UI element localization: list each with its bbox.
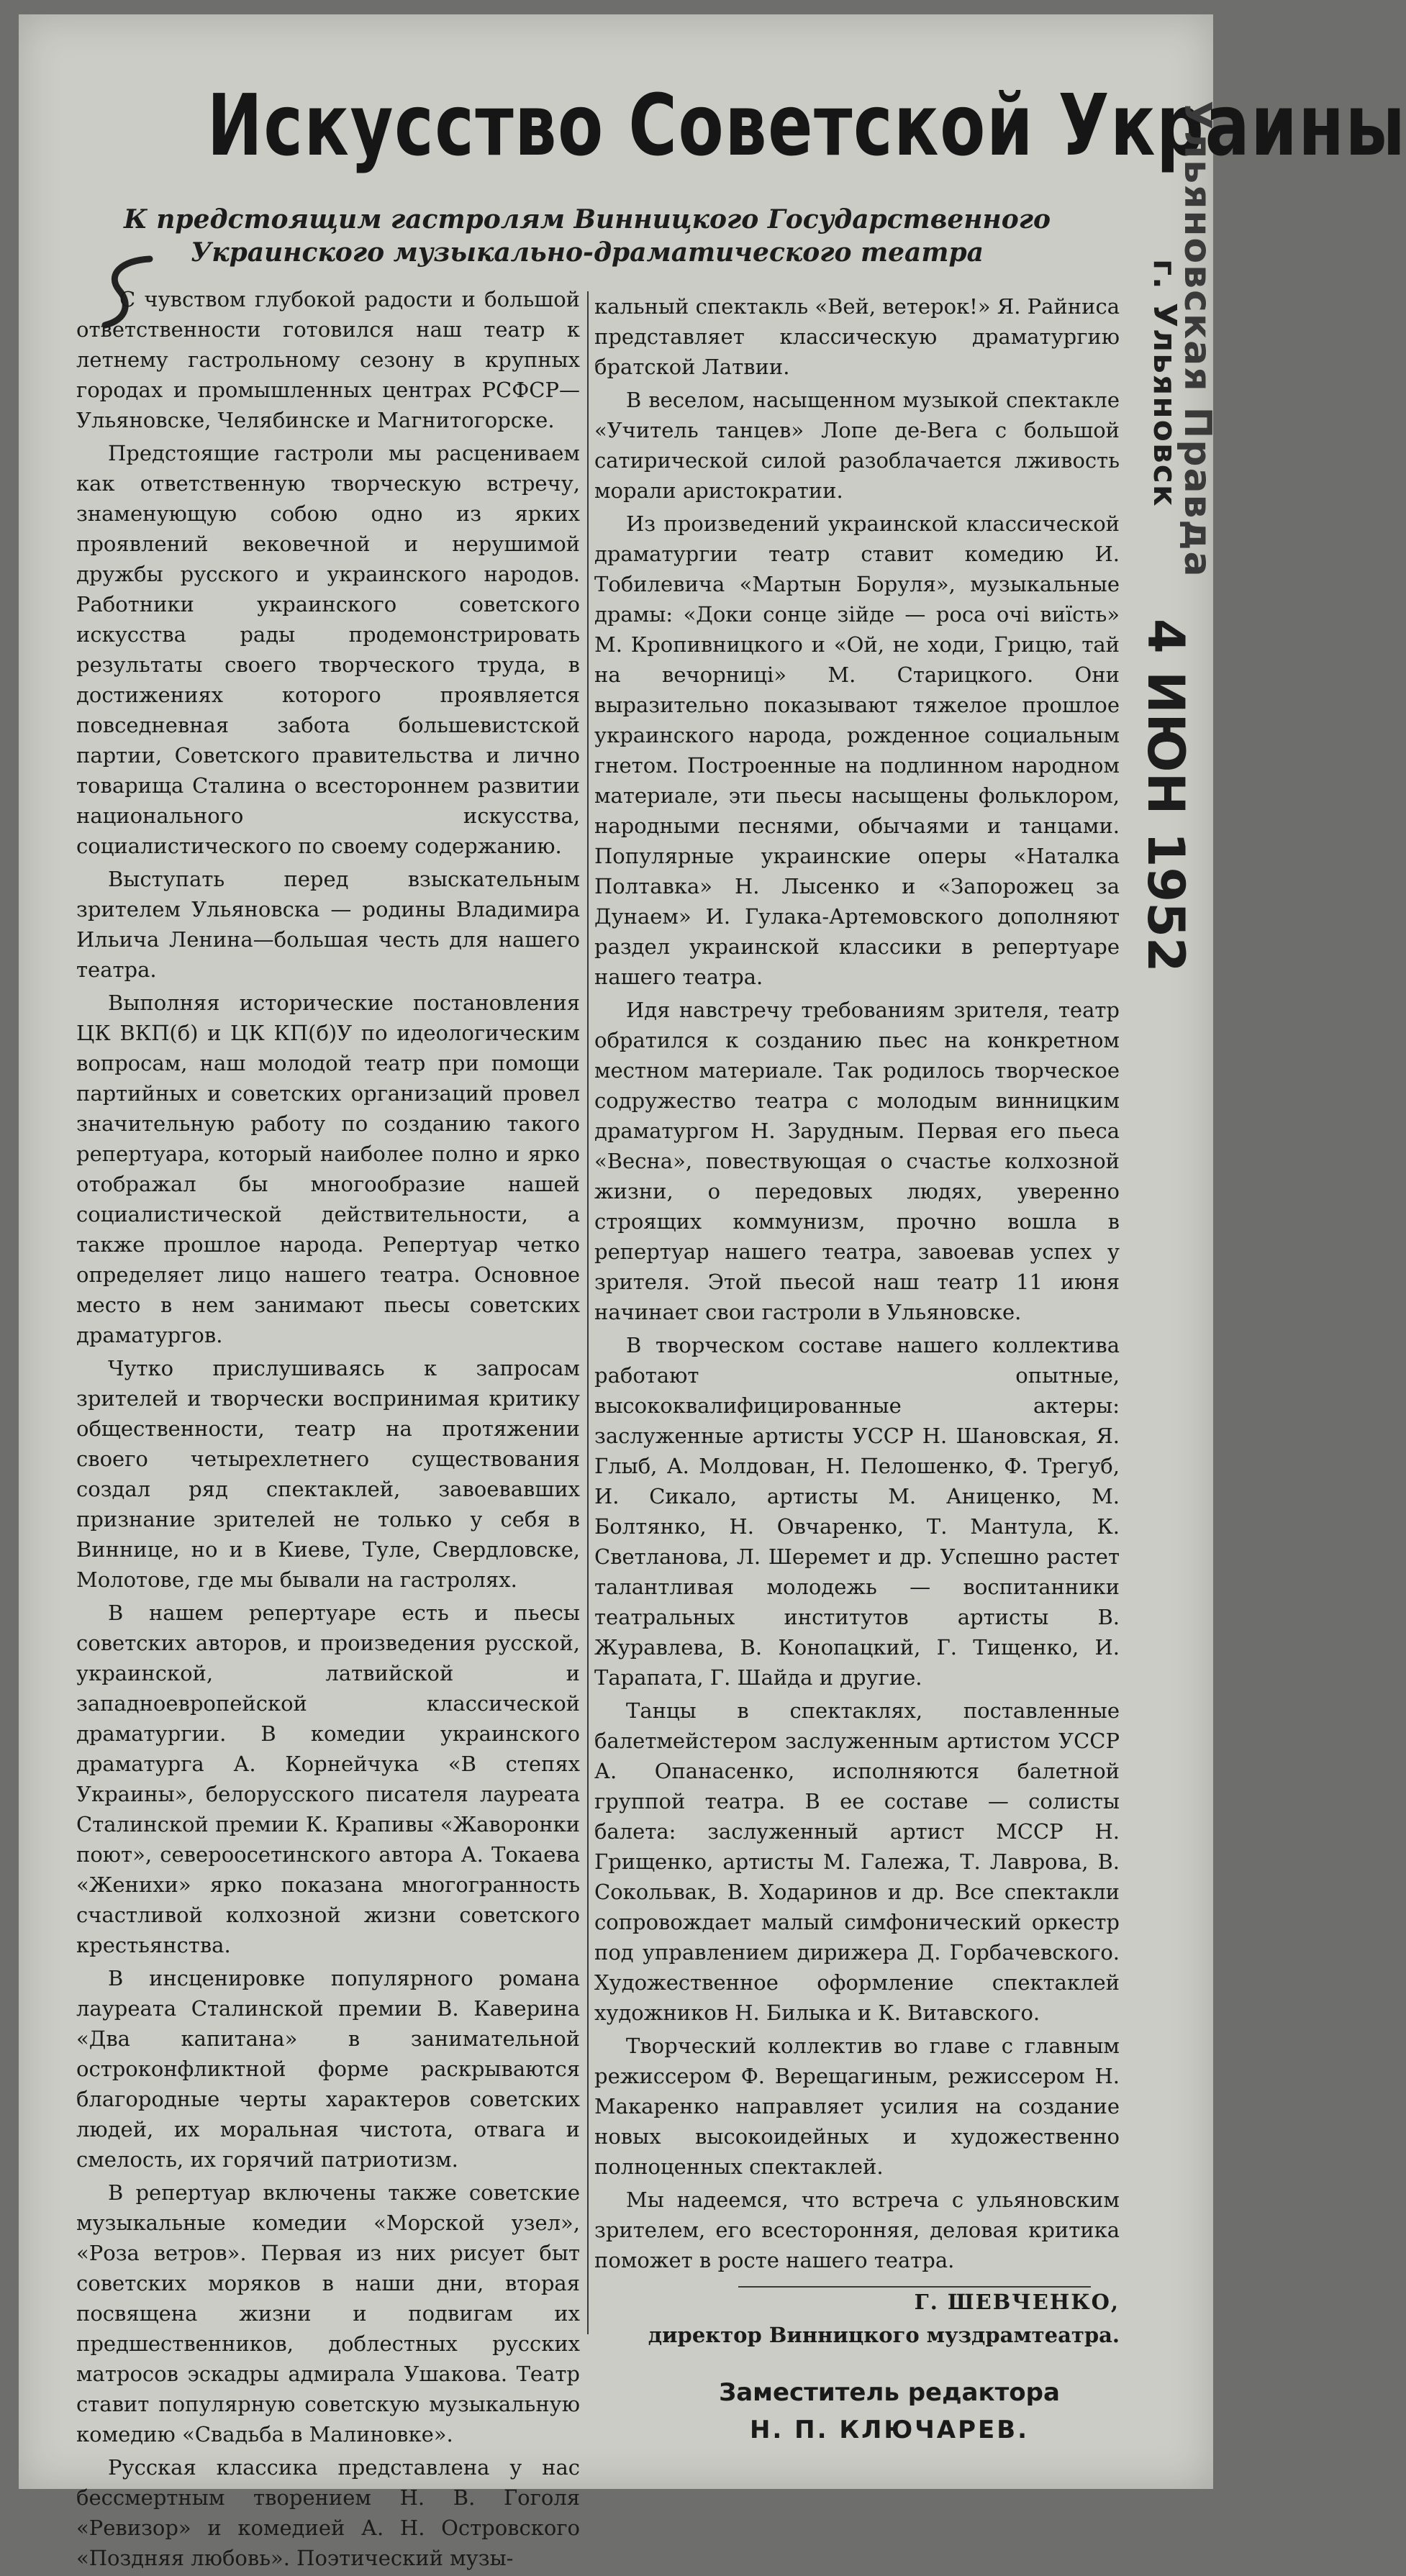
subheading: К предстоящим гастролям Винницкого Государственного Украинского музыкально-драматического театра xyxy=(123,204,1051,268)
paragraph: Предстоящие гастроли мы расцениваем как ответственную творческую встречу, знаменующую собою одно из ярких проявлений вековечной и нерушимой дружбы русского и украинского народов. Работники украинского советского искусства рады продемонстрировать результаты своего творческого труда, в достижениях которого проявляется повседневная забота большевистской партии, Советского правительства и лично товарища Сталина о всестороннем развитии национального искусства, социалистического по своему содержанию. xyxy=(76,441,580,858)
signature-title: директор Винницкого муздрамтеатра. xyxy=(648,2323,1120,2347)
editor-credit xyxy=(638,2374,1141,2449)
paragraph: Идя навстречу требованиям зрителя, театр обратился к созданию пьес на конкретном местном материале. Так родилось творческое содружество театра с молодым винницким драматургом Н. Зарудным. Первая его пьеса «Весна», повествующая о счастье колхозной жизни, о передовых людях, уверенно строящих коммунизм, прочно вошла в репертуар нашего театра, завоевав успех у зрителя. Этой пьесой наш театр 11 июня начинает свои гастроли в Ульяновске. xyxy=(594,998,1120,1324)
paragraph: В нашем репертуаре есть и пьесы советских авторов, и произведения русской, украинской, латвийской и западноевропейской классической драматургии. В комедии украинского драматурга А. Корнейчука «В степях Украины», белорусского писателя лауреата Сталинской премии К. Крапивы «Жаворонки поют», североосетинского автора А. Токаева «Женихи» ярко показана многогранность счастливой колхозной жизни советского крестьянства. xyxy=(76,1601,580,1957)
city-stamp: г. Ульяновск xyxy=(1146,259,1183,508)
paragraph: кальный спектакль «Вей, ветерок!» Я. Райниса представляет классическую драматургию братской Латвии. xyxy=(594,294,1120,379)
signature-divider xyxy=(738,2286,1091,2288)
paragraph: В репертуар включены также советские музыкальные комедии «Морской узел», «Роза ветров». Первая из них рисует быт советских моряков в наши дни, вторая посвящена жизни и подвигам их предшественников, доблестных русских матросов эскадры адмирала Ушакова. Театр ставит популярную советскую музыкальную комедию «Свадьба в Малиновке». xyxy=(76,2180,580,2447)
paragraph: Выступать перед взыскательным зрителем Ульяновска — родины Владимира Ильича Ленина—большая честь для нашего театра. xyxy=(76,867,580,982)
paragraph: В творческом составе нашего коллектива работают опытные, высококвалифицированные актеры: заслуженные артисты УССР Н. Шановская, Я. Глыб, А. Молдован, Н. Пелошенко, Ф. Трегуб, И. Сикало, артисты М. Аниценко, М. Болтянко, Н. Овчаренко, Т. Мантула, К. Светланова, Л. Шеремет и др. Успешно растет талантливая молодежь — воспитанники театральных институтов артисты В. Журавлева, В. Конопацкий, Г. Тищенко, И. Тарапата, Г. Шайда и другие. xyxy=(594,1333,1120,1690)
newspaper-name-stamp: Ульяновская Правда xyxy=(1176,101,1219,578)
paragraph: С чувством глубокой радости и большой ответственности готовился наш театр к летнему гастрольному сезону в крупных городах и промышленных центрах РСФСР—Ульяновске, Челябинске и Магнитогорске. xyxy=(76,287,580,432)
left-column xyxy=(76,284,580,2576)
paragraph: Творческий коллектив во главе с главным режиссером Ф. Верещагиным, режиссером Н. Макаренко направляет усилия на создание новых высокоидейных и художественно полноценных спектаклей. xyxy=(594,2034,1120,2179)
paragraph: Выполняя исторические постановления ЦК ВКП(б) и ЦК КП(б)У по идеологическим вопросам, наш молодой театр при помощи партийных и советских организаций провел значительную работу по созданию такого репертуара, который наиболее полно и ярко отображал бы многообразие нашей социалистической действительности, а также прошлое народа. Репертуар четко определяет лицо нашего театра. Основное место в нем занимают пьесы советских драматургов. xyxy=(76,991,580,1347)
paragraph: Мы надеемся, что встреча с ульяновским зрителем, его всесторонняя, деловая критика поможет в росте нашего театра. xyxy=(594,2188,1120,2272)
paragraph: Из произведений украинской классической драматургии театр ставит комедию И. Тобилевича «Мартын Боруля», музыкальные драмы: «Доки сонце зiйде — роса очi виїсть» М. Кропивницкого и «Ой, не ходи, Грицю, тай на вечорницi» М. Старицкого. Они выразительно показывают тяжелое прошлое украинского народа, рожденное социальным гнетом. Построенные на подлинном народном материале, эти пьесы насыщены фольклором, народными песнями, обычаями и танцами. Популярные украинские оперы «Наталка Полтавка» Н. Лысенко и «Запорожец за Дунаем» И. Гулака-Артемовского дополняют раздел украинской классики в репертуаре нашего театра. xyxy=(594,511,1120,989)
column-divider xyxy=(587,291,589,2334)
paragraph: Чутко прислушиваясь к запросам зрителей и творчески воспринимая критику общественности, театр на протяжении своего четырехлетнего существования создал ряд спектаклей, завоевавших признание зрителей не только у себя в Виннице, но и в Киеве, Туле, Свердловске, Молотове, где мы бывали на гастролях. xyxy=(76,1356,580,1592)
paragraph: В инсценировке популярного романа лауреата Сталинской премии В. Каверина «Два капитана» в занимательной остроконфликтной форме раскрываются благородные черты характеров советских людей, их моральная чистота, отвага и смелость, их горячий патриотизм. xyxy=(76,1966,580,2172)
editor-role: Заместитель редактора xyxy=(719,2378,1060,2407)
paragraph: В веселом, насыщенном музыкой спектакле «Учитель танцев» Лопе де-Вега с большой сатирической силой разоблачается лживость морали аристократии. xyxy=(594,388,1120,503)
editor-name: Н. П. КЛЮЧАРЕВ. xyxy=(749,2416,1030,2444)
paragraph: Танцы в спектаклях, поставленные балетмейстером заслуженным артистом УССР А. Опанасенко, исполняются балетной группой театра. В ее составе — солисты балета: заслуженный артист МССР Н. Грищенко, артисты М. Галежа, Т. Лаврова, В. Сокольвак, В. Ходаринов и др. Все спектакли сопровождает малый симфонический оркестр под управлением дирижера Д. Горбачевского. Художественное оформление спектаклей художников Н. Билыка и К. Витавского. xyxy=(594,1698,1120,2025)
paragraph: Русская классика представлена у нас бессмертным творением Н. В. Гоголя «Ревизор» и комедией А. Н. Островского «Поздняя любовь». Поэтический музы- xyxy=(76,2455,580,2570)
headline: Искусство Советской Украины xyxy=(207,76,1406,175)
newspaper-clipping xyxy=(19,14,1406,2570)
signature-name: Г. ШЕВЧЕНКО, xyxy=(914,2290,1120,2314)
date-stamp: 4 ИЮН 1952 xyxy=(1136,619,1195,973)
right-column xyxy=(594,291,1120,2353)
